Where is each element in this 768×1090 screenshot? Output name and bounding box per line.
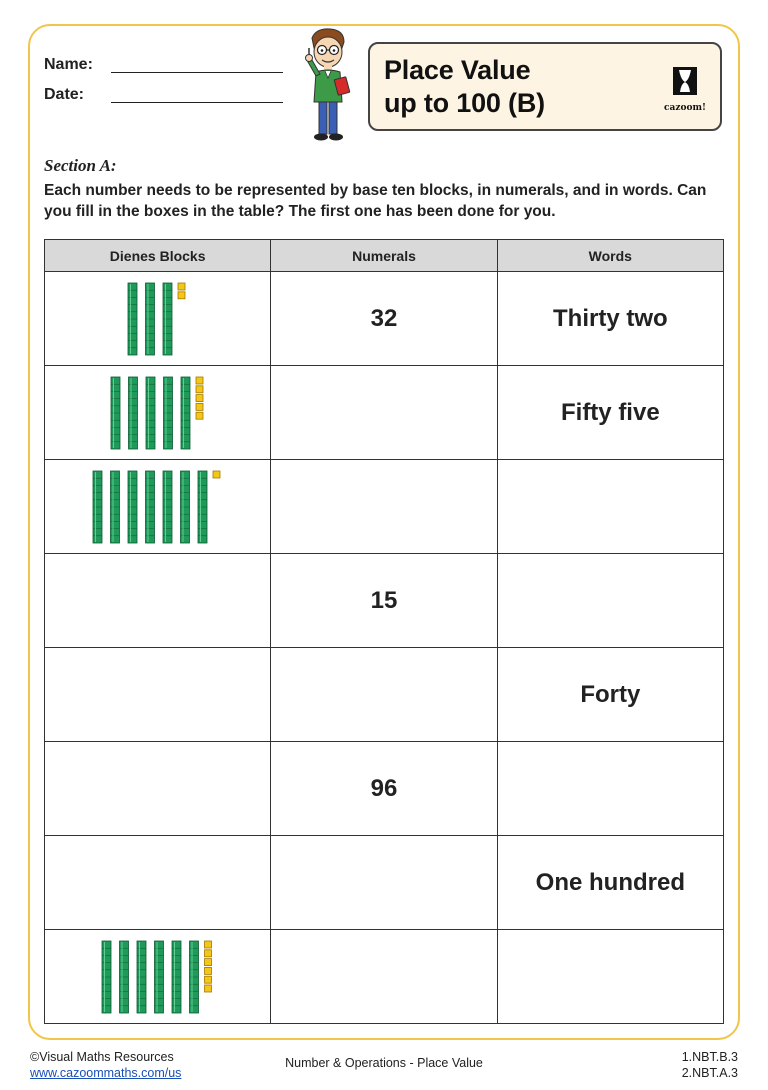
unit-cube	[178, 283, 185, 290]
numeral-cell[interactable]: 96	[271, 742, 497, 836]
words-cell[interactable]	[497, 460, 723, 554]
standard-code-2: 2.NBT.A.3	[681, 1066, 738, 1080]
unit-cube	[213, 471, 220, 478]
numeral-cell[interactable]: 15	[271, 554, 497, 648]
date-field[interactable]	[111, 102, 283, 103]
standard-code-1: 1.NBT.B.3	[681, 1050, 738, 1064]
words-cell[interactable]: One hundred	[497, 836, 723, 930]
dienes-blocks-cell[interactable]	[45, 554, 271, 648]
dienes-blocks-cell[interactable]	[45, 366, 271, 460]
table-row	[45, 460, 724, 554]
table-row	[45, 554, 724, 648]
table-row	[45, 836, 724, 930]
table-row	[45, 648, 724, 742]
words-cell[interactable]: Forty	[497, 648, 723, 742]
name-field[interactable]	[111, 72, 283, 73]
name-label: Name:	[44, 56, 93, 73]
header-numerals: Numerals	[271, 240, 497, 272]
unit-cube	[204, 941, 211, 948]
dienes-blocks-cell[interactable]	[45, 836, 271, 930]
dienes-blocks-cell[interactable]	[45, 460, 271, 554]
numeral-cell[interactable]	[271, 836, 497, 930]
logo-text: cazoom!	[664, 103, 706, 113]
website-link[interactable]: www.cazoommaths.com/us	[30, 1066, 182, 1080]
unit-cube	[204, 985, 211, 992]
unit-cube	[196, 385, 203, 392]
dienes-blocks-cell[interactable]	[45, 930, 271, 1024]
title-line-2: up to 100 (B)	[384, 88, 545, 118]
title-box	[368, 42, 722, 131]
unit-cube	[204, 967, 211, 974]
title-line-1: Place Value	[384, 55, 531, 85]
cazoom-logo	[660, 66, 710, 113]
table-header-row	[45, 240, 724, 272]
numeral-cell[interactable]	[271, 366, 497, 460]
table-row	[45, 366, 724, 460]
numeral-cell[interactable]: 32	[271, 272, 497, 366]
dienes-blocks-icon	[101, 940, 215, 1014]
table-row	[45, 272, 724, 366]
words-cell[interactable]: Thirty two	[497, 272, 723, 366]
header-words: Words	[497, 240, 723, 272]
words-cell[interactable]	[497, 930, 723, 1024]
words-cell[interactable]	[497, 742, 723, 836]
numeral-cell[interactable]	[271, 648, 497, 742]
place-value-table	[44, 239, 724, 1024]
unit-cube	[196, 394, 203, 401]
dienes-blocks-cell[interactable]	[45, 648, 271, 742]
unit-cube	[204, 958, 211, 965]
table-body	[45, 272, 724, 1024]
unit-cube	[196, 412, 203, 419]
teacher-cartoon-icon	[298, 26, 358, 144]
words-cell[interactable]	[497, 554, 723, 648]
unit-cube	[204, 949, 211, 956]
copyright-text: ©Visual Maths Resources	[30, 1050, 174, 1064]
numeral-cell[interactable]	[271, 460, 497, 554]
unit-cube	[204, 976, 211, 983]
unit-cube	[178, 291, 185, 298]
dienes-blocks-icon	[110, 376, 206, 450]
header-dienes-blocks: Dienes Blocks	[45, 240, 271, 272]
footer-topic: Number & Operations - Place Value	[285, 1056, 483, 1070]
cazoom-logo-icon	[672, 66, 698, 96]
unit-cube	[196, 403, 203, 410]
instructions: Each number needs to be represented by base ten blocks, in numerals, and in words. Can you fill in the boxes in the table? The first one has been done for you.	[44, 182, 707, 220]
unit-cube	[196, 377, 203, 384]
section-label: Section A:	[44, 156, 117, 175]
dienes-blocks-icon	[127, 282, 188, 356]
dienes-blocks-icon	[92, 470, 223, 544]
table-row	[45, 742, 724, 836]
words-cell[interactable]: Fifty five	[497, 366, 723, 460]
dienes-blocks-cell[interactable]	[45, 742, 271, 836]
worksheet-title	[384, 54, 545, 120]
numeral-cell[interactable]	[271, 930, 497, 1024]
footer-right	[682, 1049, 738, 1081]
dienes-blocks-cell[interactable]	[45, 272, 271, 366]
table-row	[45, 930, 724, 1024]
date-label: Date:	[44, 86, 85, 103]
